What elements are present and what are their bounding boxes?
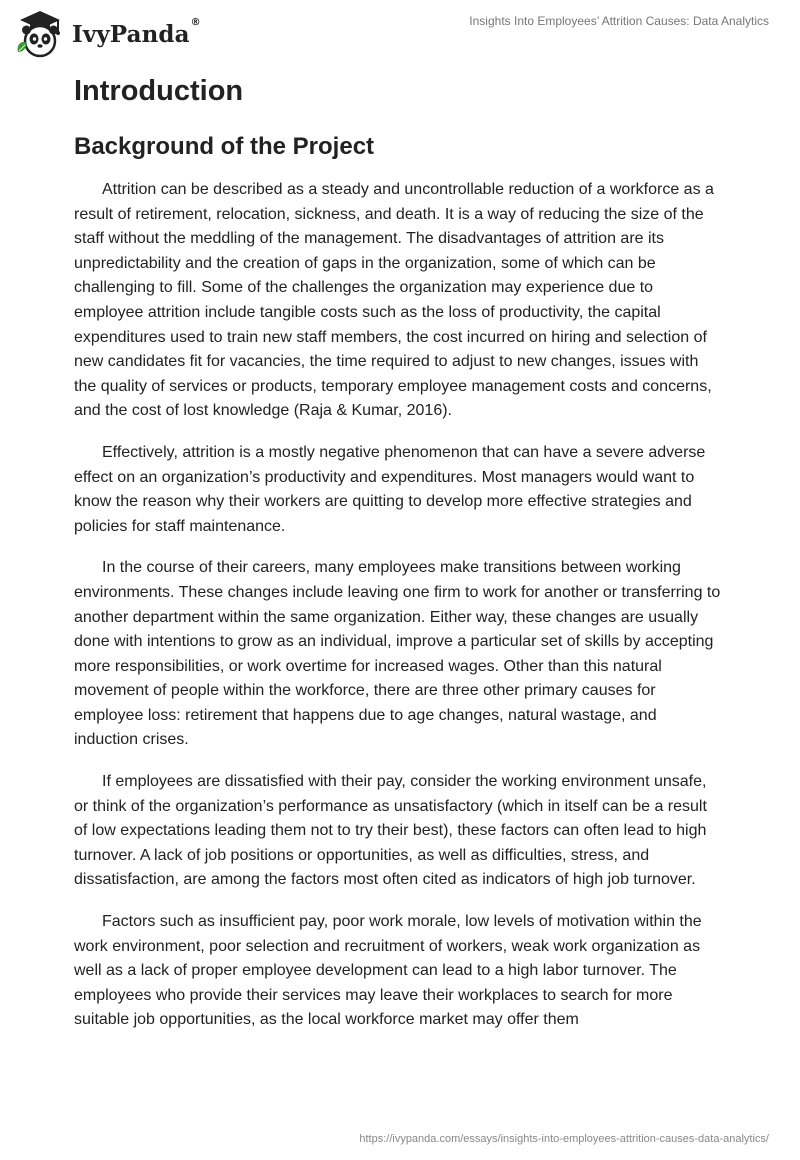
page-title: Introduction bbox=[74, 75, 244, 107]
page-header bbox=[0, 0, 800, 64]
section-title: Background of the Project bbox=[74, 133, 375, 160]
source-url[interactable]: https://ivypanda.com/essays/insights-into-employees-attrition-causes-data-analytics/ bbox=[359, 1133, 769, 1145]
document-body bbox=[74, 72, 720, 1050]
ivypanda-logo[interactable] bbox=[14, 8, 201, 58]
brand-name: IvyPanda bbox=[72, 20, 190, 48]
document-title: Insights Into Employees’ Attrition Causes: Data Analytics bbox=[469, 14, 769, 28]
paragraph: Attrition can be described as a steady and uncontrollable reduction of a workforce as a result of retirement, relocation, sickness, and death. It is a way of reducing the size of the staff without the meddling of the management. The disadvantages of attrition are its unpredictability and the creation of gaps in the organization, some of which can be challenging to fill. Some of the challenges the organization may experience due to employee attrition include tangible costs such as the loss of productivity, the capital expenditures used to train new staff members, the cost incurred on hiring and selection of new candidates fit for vacancies, the time required to adjust to new changes, issues with the quality of services or products, temporary employee management costs and concerns, and the cost of lost knowledge (Raja & Kumar, 2016). bbox=[74, 181, 714, 420]
paragraph: In the course of their careers, many employees make transitions between working environments. These changes include leaving one firm to work for another or transferring to another department within the same organization. Either way, these changes are usually done with intentions to grow as an individual, improve a particular set of skills by accepting more responsibilities, or work overtime for increased wages. Other than this natural movement of people within the workforce, there are three other primary causes for employee loss: retirement that happens due to age changes, natural wastage, and induction crises. bbox=[74, 559, 721, 749]
paragraph: Factors such as insufficient pay, poor work morale, low levels of motivation within the work environment, poor selection and recruitment of workers, weak work organization as well as a lack of proper employee development can lead to a high labor turnover. The employees who provide their services may leave their workplaces to search for more suitable job opportunities, as the local workforce market may offer them bbox=[74, 913, 702, 1029]
paragraph: Effectively, attrition is a mostly negative phenomenon that can have a severe adverse effect on an organization’s productivity and expenditures. Most managers would want to know the reason why their workers are quitting to develop more effective strategies and policies for staff maintenance. bbox=[74, 443, 706, 535]
registered-mark: ® bbox=[190, 16, 201, 28]
panda-graduate-logo-icon bbox=[14, 8, 66, 58]
paragraph: If employees are dissatisfied with their pay, consider the working environment unsafe, or think of the organization’s performance as unsatisfactory (which in itself can be a result of low expectations leading them not to try their best), these factors can often lead to high turnover. A lack of job positions or opportunities, as well as difficulties, stress, and dissatisfaction, are among the factors most often cited as indicators of high job turnover. bbox=[74, 773, 707, 889]
